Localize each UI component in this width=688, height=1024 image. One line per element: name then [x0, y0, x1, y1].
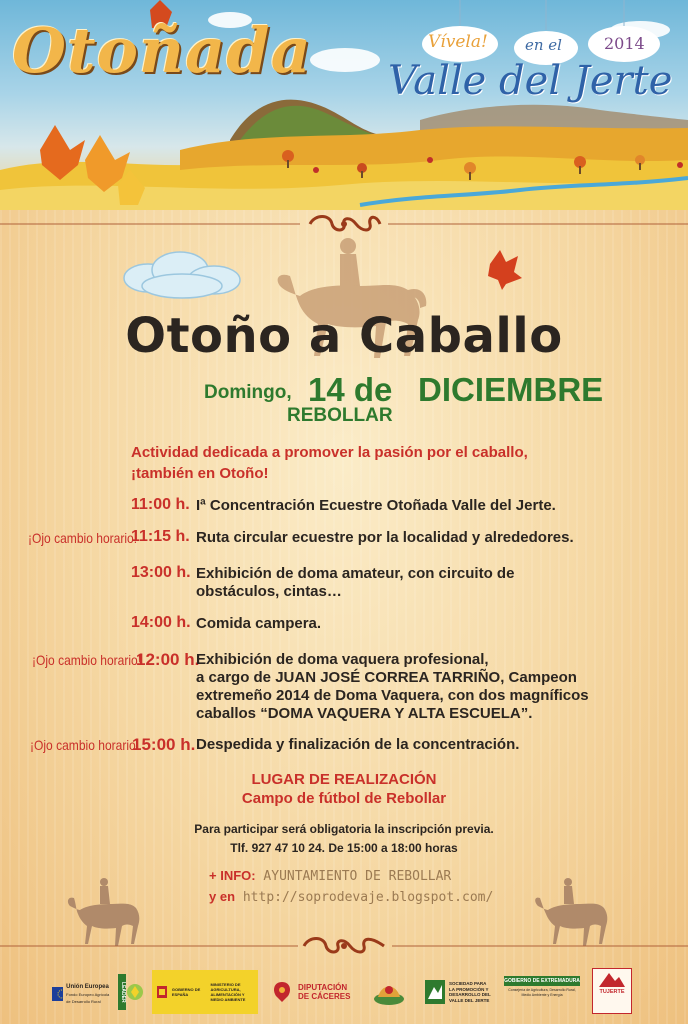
- schedule-description: [196, 497, 636, 515]
- schedule-change-note: ¡Ojo cambio horario!: [28, 530, 138, 546]
- mountain-icon: [597, 969, 627, 989]
- info-block: [209, 866, 493, 908]
- schedule-line: Exhibición de doma amateur, con circuito de: [196, 565, 515, 582]
- schedule-item: [0, 614, 688, 634]
- banner-year: 2014: [604, 34, 645, 53]
- schedule-item: [0, 735, 688, 755]
- schedule-time: 11:00 h.: [131, 496, 190, 513]
- registration-block: [0, 820, 688, 858]
- info-label: + INFO:: [209, 868, 256, 883]
- event-weekday: Domingo,: [204, 382, 292, 403]
- schedule-line: extremeño 2014 de Doma Vaquera, con dos magníficos: [196, 687, 589, 704]
- registration-phone: Tlf. 927 47 10 24. De 15:00 a 18:00 horas: [230, 841, 458, 855]
- schedule-time: 15:00 h.: [132, 735, 196, 754]
- schedule-description: [196, 651, 636, 723]
- schedule-description: [196, 529, 636, 547]
- leader-label: LEADER: [118, 974, 126, 1010]
- junta-label: GOBIERNO DE EXTREMADURA: [504, 978, 580, 984]
- sociedad-logo: [424, 970, 498, 1014]
- schedule-time: 11:15 h.: [131, 528, 190, 545]
- intro-line: ¡también en Otoño!: [131, 465, 269, 482]
- schedule-description: [196, 736, 636, 754]
- leaf-icon: [484, 246, 524, 292]
- schedule-item: [0, 650, 688, 722]
- leader-logo: [118, 970, 148, 1014]
- schedule-description: [196, 565, 636, 601]
- eu-logo: [52, 972, 110, 1016]
- schedule-time: 13:00 h.: [131, 564, 191, 581]
- intro-text: [131, 442, 571, 484]
- ministry-country-label: GOBIERNO DE ESPAÑA: [171, 987, 201, 997]
- schedule-item: [0, 564, 688, 600]
- schedule-change-note: ¡Ojo cambio horario!: [32, 652, 142, 668]
- tujerte-logo: [592, 968, 632, 1014]
- spain-crest-icon: [155, 984, 169, 1000]
- sociedad-label-3: DESARROLLO DEL: [449, 992, 491, 997]
- region-title: Valle del Jerte: [388, 58, 673, 104]
- event-title: Otoño a Caballo: [125, 308, 563, 364]
- venue-heading: LUGAR DE REALIZACIÓN: [251, 771, 437, 788]
- intro-line: Actividad dedicada a promover la pasión por el caballo,: [131, 444, 528, 461]
- schedule-change-note: ¡Ojo cambio horario!: [30, 737, 140, 753]
- schedule-line: Comida campera.: [196, 615, 322, 632]
- registration-line: Para participar será obligatoria la inscripción previa.: [194, 822, 494, 836]
- leader-emblem-icon: [126, 977, 144, 1007]
- schedule-line: obstáculos, cintas…: [196, 583, 342, 600]
- brand-logo-text: Otoñada: [12, 14, 312, 87]
- tujerte-label: TUJERTE: [599, 989, 625, 995]
- sociedad-label-4: VALLE DEL JERTE: [449, 997, 490, 1003]
- info-connector: y en: [209, 889, 236, 904]
- otonada-badge-logo: [372, 970, 408, 1014]
- tagline-en-el: en el: [525, 36, 562, 54]
- diputacion-logo: [270, 970, 358, 1014]
- header-banner: [0, 0, 688, 210]
- divider-ornament-top: [0, 214, 688, 234]
- diputacion-emblem-icon: [270, 980, 294, 1004]
- schedule-line: caballos “DOMA VAQUERA Y ALTA ESCUELA”.: [196, 705, 533, 722]
- sociedad-emblem-icon: [424, 979, 446, 1005]
- info-organizer: AYUNTAMIENTO DE REBOLLAR: [263, 869, 452, 884]
- tagline-vivela: Vívela!: [428, 32, 488, 52]
- diputacion-label-2: DE CÁCERES: [298, 992, 351, 1001]
- divider-ornament-bottom: [0, 936, 688, 956]
- diputacion-label-1: DIPUTACIÓN: [298, 983, 348, 992]
- sociedad-label-1: SOCIEDAD PARA: [449, 981, 487, 986]
- ministry-logo: [152, 970, 258, 1014]
- info-website-link[interactable]: http://soprodevaje.blogspot.com/: [242, 890, 494, 905]
- cloud-icon: [118, 248, 248, 304]
- cherry-badge-icon: [372, 977, 406, 1007]
- venue-name: Campo de fútbol de Rebollar: [241, 790, 447, 807]
- schedule-line: a cargo de JUAN JOSÉ CORREA TARRIÑO, Campeon: [196, 669, 577, 686]
- sociedad-label-2: LA PROMOCIÓN Y: [449, 986, 489, 992]
- schedule-item: [0, 528, 688, 548]
- schedule-time: 14:00 h.: [131, 614, 191, 631]
- schedule-item: [0, 496, 688, 516]
- eu-fund-label: Fondo Europeo Agrícola de Desarrollo Rural: [66, 991, 110, 1004]
- junta-extremadura-logo: [504, 976, 580, 1020]
- schedule-time: 12:00 h.: [136, 650, 200, 669]
- schedule-description: [196, 615, 636, 633]
- event-date: 14 de: [308, 371, 393, 408]
- schedule-line: Despedida y finalización de la concentración.: [196, 736, 520, 753]
- schedule-line: Iª Concentración Ecuestre Otoñada Valle del Jerte.: [196, 497, 556, 514]
- ministry-label: MINISTERIO DE AGRICULTURA, ALIMENTACIÓN Y MEDIO AMBIENTE: [210, 982, 246, 1002]
- schedule-line: Exhibición de doma vaquera profesional,: [196, 651, 489, 668]
- event-place: REBOLLAR: [287, 405, 393, 426]
- eu-label: Unión Europea: [66, 983, 109, 990]
- event-month: DICIEMBRE: [418, 371, 604, 408]
- schedule-line: Ruta circular ecuestre por la localidad y alrededores.: [196, 529, 574, 546]
- venue-block: [0, 770, 688, 808]
- eu-flag-icon: [52, 987, 63, 1001]
- junta-sub-label: Consejería de Agricultura, Desarrollo Rural, Medio Ambiente y Energía: [508, 988, 576, 997]
- sponsor-logos: [0, 960, 688, 1024]
